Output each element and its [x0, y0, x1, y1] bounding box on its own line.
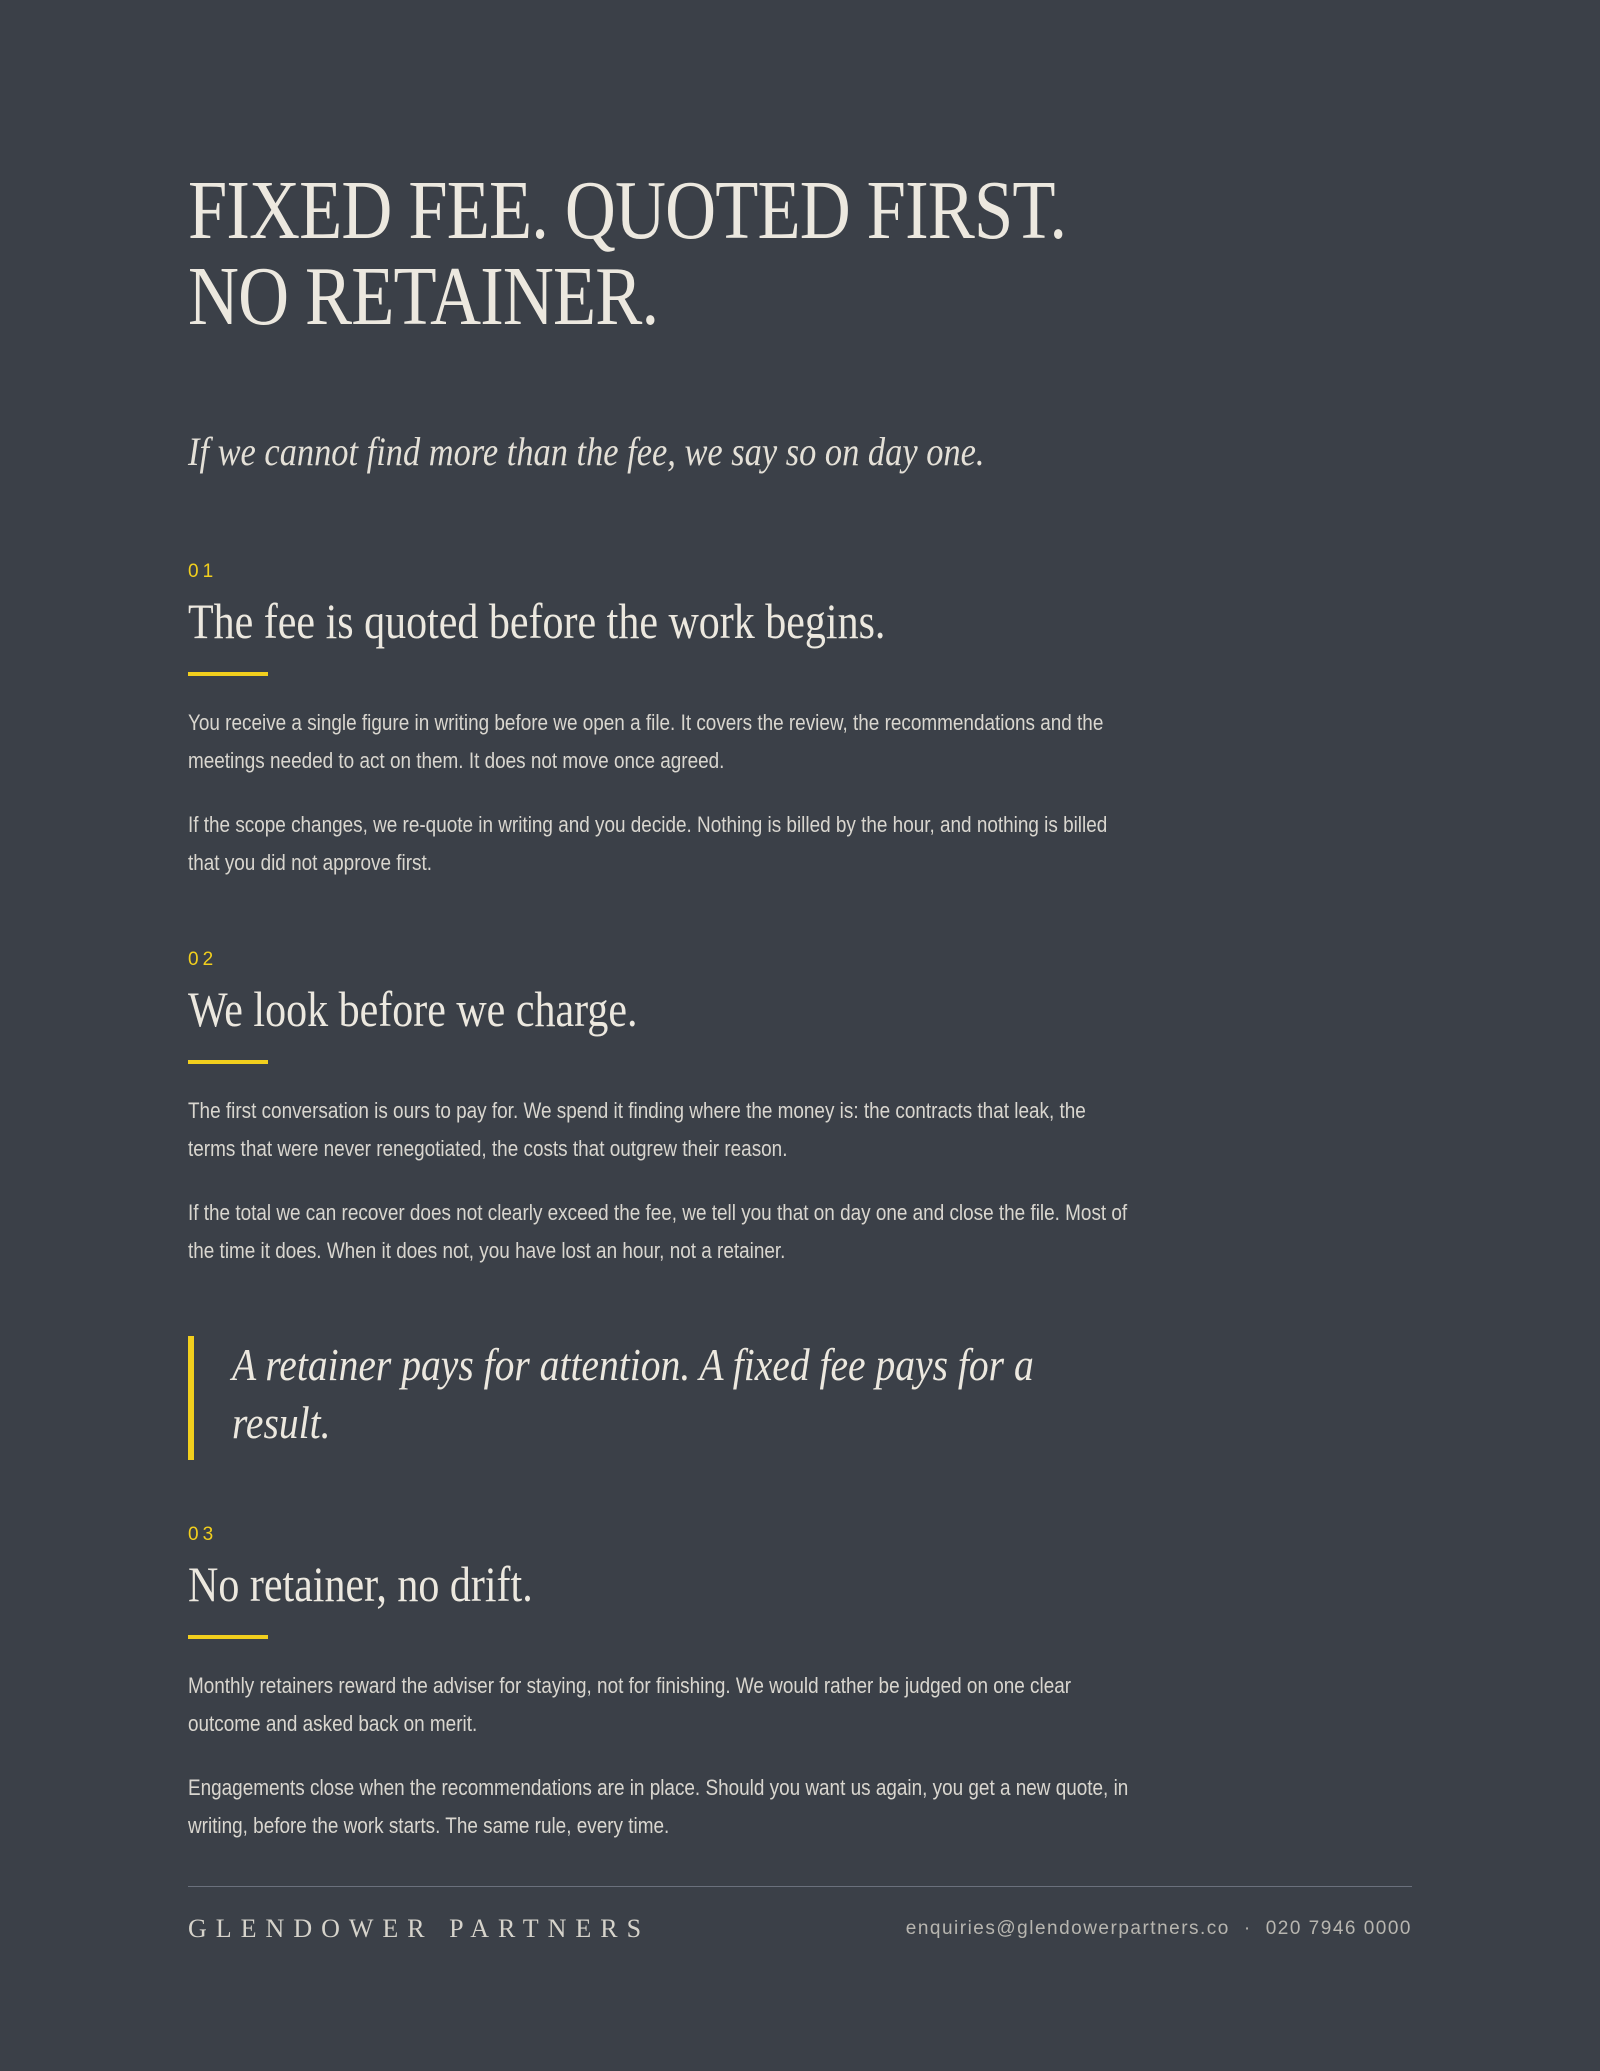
accent-rule: [188, 1635, 268, 1639]
brand-wordmark: GLENDOWER PARTNERS: [188, 1914, 651, 1943]
section-number: 03: [188, 1524, 218, 1545]
phone-link[interactable]: 020 7946 0000: [1265, 1918, 1412, 1939]
section-number: 01: [188, 561, 218, 582]
page-headline: [188, 164, 1067, 343]
section-paragraph: Engagements close when the recommendations are in place. Should you want us again, you get a new quote, in writing, before the work starts. The same rule, every time.: [188, 1775, 1129, 1838]
accent-rule: [188, 672, 268, 676]
section-title: The fee is quoted before the work begins.: [188, 593, 886, 649]
pull-quote: [188, 1336, 1094, 1460]
section-03: [188, 1523, 1128, 1845]
section-paragraph: You receive a single figure in writing before we open a file. It covers the review, the recommendations and the meetings needed to act on them. It does not move once agreed.: [188, 710, 1104, 773]
footer-divider: [188, 1886, 1412, 1887]
section-02: [188, 948, 1128, 1270]
contact-separator: ·: [1243, 1918, 1252, 1939]
section-paragraph: If the total we can recover does not clearly exceed the fee, we tell you that on day one and close the file. Most of the time it does. When it does not, you have lost an hour, not a retainer.: [188, 1200, 1128, 1263]
lede: If we cannot find more than the fee, we say so on day one.: [188, 429, 985, 474]
footer-contact: [906, 1918, 1412, 1940]
headline-line-1: FIXED FEE. QUOTED FIRST.: [188, 164, 1067, 257]
email-link[interactable]: enquiries@glendowerpartners.co: [905, 1918, 1230, 1939]
section-paragraph: The first conversation is ours to pay for. We spend it finding where the money is: the contracts that leak, the terms that were never renegotiated, the costs that outgrew their reason.: [188, 1098, 1086, 1161]
section-title: No retainer, no drift.: [188, 1556, 533, 1612]
section-paragraph: If the scope changes, we re-quote in writing and you decide. Nothing is billed by the hour, and nothing is billed that you did not approve first.: [188, 812, 1108, 875]
section-01: [188, 560, 1128, 882]
pull-quote-text: A retainer pays for attention. A fixed fee pays for a result.: [232, 1339, 1034, 1448]
section-number: 02: [188, 949, 218, 970]
section-title: We look before we charge.: [188, 981, 638, 1037]
section-paragraph: Monthly retainers reward the adviser for staying, not for finishing. We would rather be judged on one clear outcome and asked back on merit.: [188, 1673, 1072, 1736]
headline-line-2: NO RETAINER.: [188, 250, 659, 343]
accent-rule: [188, 1060, 268, 1064]
